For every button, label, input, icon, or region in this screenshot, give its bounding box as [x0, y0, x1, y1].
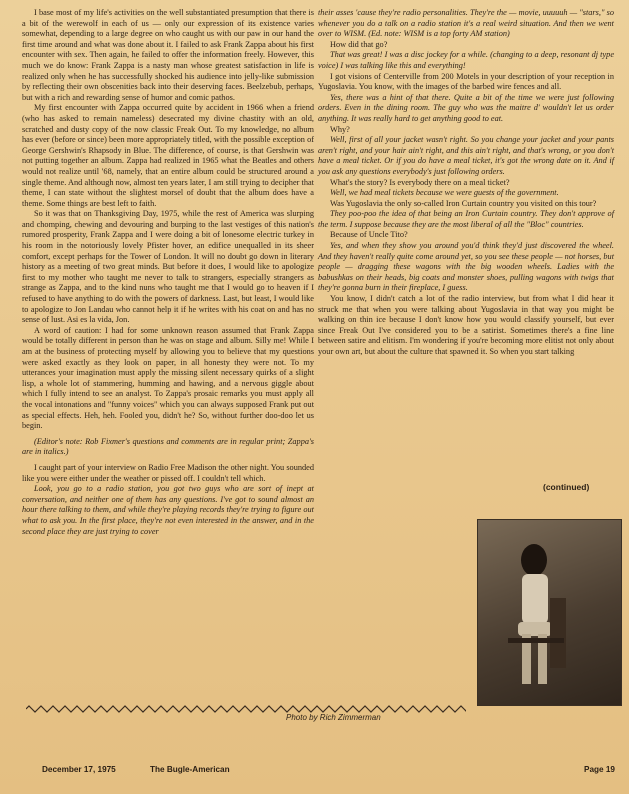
decorative-divider: [26, 705, 466, 713]
text-paragraph: I caught part of your interview on Radio Free Madison the other night. You sounded like you were either under the weather or pissed off. I couldn't tell which.: [22, 462, 314, 483]
answer-paragraph: Yes, there was a hint of that there. Quite a bit of the time we were just following orders. Even in the dining room. The guy who was the maitre d' wouldn't let us order anything. It was really hard to get anything good to eat.: [318, 92, 614, 123]
text-paragraph: Why?: [330, 124, 350, 134]
page-number: Page 19: [584, 765, 615, 774]
text-paragraph: So it was that on Thanksgiving Day, 1975, while the rest of America was slurping and chomping, chewing and devouring and burping to the last vestiges of this nation's rumored prosperity, Frank Zappa and I were doing a bit of lonesome electric turkey in his room in the notoriously lovely Pfister hover, an edifice unequalled in its sheer comfort, except perhaps for the Tower of London. It will no doubt go down in literary history as a meeting of two great minds. But before it does, I would like to apologize first to my mother who taught me never to talk to strangers, especially strangers as strange as Zappa, and to the kind nuns who taught me that I would go to heaven if I refused to have anything to do with the powers of darkness. Last, but least, I would like to apologize to Jon Landau who cannot help it if he writes with his coat on and has no sense of lust. Asi es la vida, Jon.: [22, 209, 314, 325]
publication-name: The Bugle-American: [150, 765, 230, 774]
photo-credit: Photo by Rich Zimmerman: [286, 713, 381, 722]
answer-paragraph: Yes, and when they show you around you'd think they'd just discovered the wheel. And they haven't really quite come around yet, so you see these people — not horses, but people — dragging these wagons with the big wooden wheels. Ladies with the babushkas on their heads, big coats and monster shoes, pulling wagons with twigs that they're gonna burn in their fireplace, I guess.: [318, 241, 614, 293]
text-paragraph: I got visions of Centerville from 200 Motels in your description of your reception in Yugoslavia. You know, with the images of the barbed wire fences and all.: [318, 71, 614, 92]
text-paragraph: You know, I didn't catch a lot of the radio interview, but from what I did hear it struck me that when you were talking about Yugoslavia in that way you might be walking on thin ice because I don't know how you would classify yourself, but ever since Freak Out I've considered you to be a satirist. Sometimes there's a fine line between satire and elitism. I'm wondering if you're becoming more elitist not only about your own art, but about the culture that spawned it. So when you start talking: [318, 294, 614, 356]
right-column: [318, 8, 614, 358]
text-paragraph: My first encounter with Zappa occurred quite by accident in 1966 when a friend (who has asked to remain nameless) desecrated my divine chastity with an old, scratched and dusty copy of the now classic Freak Out. To my knowledge, no album has ever (before or since) been more appropriately titled, with the possible exception of George Gershwin's Rhapsody in Blue. The difference, of course, is that Gershwin was not putting together an album. Zappa had realized in 1965 what the Beatles and others would not realize until '68, namely, that an entire album could be structured around a single theme. And although now, almost ten years later, I am still trying to decipher that theme, I can state without the slightest morsel of doubt that the album does have a theme. Some things are best left to faith.: [22, 103, 314, 208]
left-column: [22, 8, 314, 537]
text-paragraph: Was Yugoslavia the only so-called Iron Curtain country you visited on this tour?: [330, 198, 597, 208]
text-paragraph: I base most of my life's activities on the well substantiated presumption that there is a bit of the werewolf in each of us — only our expression of its existence varies somewhat, depending to a large degree on who caught us with our paw in our hand the first time around and what was done about it. I failed to ask Frank Zappa about his first encounter with sex. Then again, he failed to offer the information freely. However, this much we do know: Frank Zappa is a nasty man whose greatest satisfaction in life is realized only when he has successfully shocked his audience into jelly-like submission by reflecting their own obscenities back into their deserving faces. Beelzebub, perhaps, but with a rich and rewarding sense of humor and comic pathos.: [22, 8, 314, 102]
answer-paragraph: Well, we had meal tickets because we were guests of the government.: [330, 188, 559, 198]
seated-figure-illustration: [504, 538, 574, 698]
issue-date: December 17, 1975: [42, 765, 116, 774]
text-paragraph: What's the story? Is everybody there on a meal ticket?: [330, 177, 510, 187]
answer-paragraph: Look, you go to a radio station, you got two guys who are sort of inept at conversation, and neither one of them has any questions. I've got to sound almost an hour there talking to them, and while they're playing records they're trying to figure out what to ask you. In the first place, they're not even interested in the answer, and in the second place they are just trying to cover: [22, 484, 314, 536]
answer-paragraph: Well, first of all your jacket wasn't right. So you change your jacket and your pants aren't right, and your hair ain't right, and this ain't right, and that's wrong, or you don't have a meal ticket. Or if you do have a meal ticket, it's got the wrong date on it. And if you ask any questions everybody's just following orders.: [318, 135, 614, 176]
answer-paragraph: That was great! I was a disc jockey for a while. (changing to a deep, resonant dj type voice) I was talking like this and everything!: [318, 50, 614, 70]
text-paragraph: A word of caution: I had for some unknown reason assumed that Frank Zappa would be totally different in person than he was on stage and album. Silly me! While I am at the business of protecting myself by allowing you to believe that my questions were asked exactly as they look on paper, in all honesty they were not. To my utterances your imagination must apply the missing silent necessary quirks of a slight lisp, a whole lot of stammering, humming and hawing, and a nervous giggle about which I fully intend to see an analyst. To Zappa's prosaic remarks you must apply all the vocal intonations and "funny voices" which you can always supposed Frank put out as special effects. Heh, heh. Fooled you, didn't he? So, without further doo-doo let us begin.: [22, 325, 314, 431]
zappa-photo: [477, 519, 622, 706]
continued-label: (continued): [543, 482, 590, 492]
answer-paragraph: They poo-poo the idea of that being an Iron Curtain country. They don't approve of the term. I suppose because they are the most liberal of all the "Bloc" countries.: [318, 209, 614, 229]
text-paragraph: Because of Uncle Tito?: [330, 230, 408, 240]
editor-note: (Editor's note: Rob Fixmer's questions and comments are in regular print; Zappa's are in italics.): [22, 436, 314, 457]
text-paragraph: How did that go?: [330, 39, 388, 49]
answer-paragraph: their asses 'cause they're radio personalities. They're the — movie, uuuuuh — "stars," so whenever you do a talk on a radio station it's a real weird situation. And then we went over to WISM. (Ed. note: WISM is a top forty AM station): [318, 8, 614, 39]
